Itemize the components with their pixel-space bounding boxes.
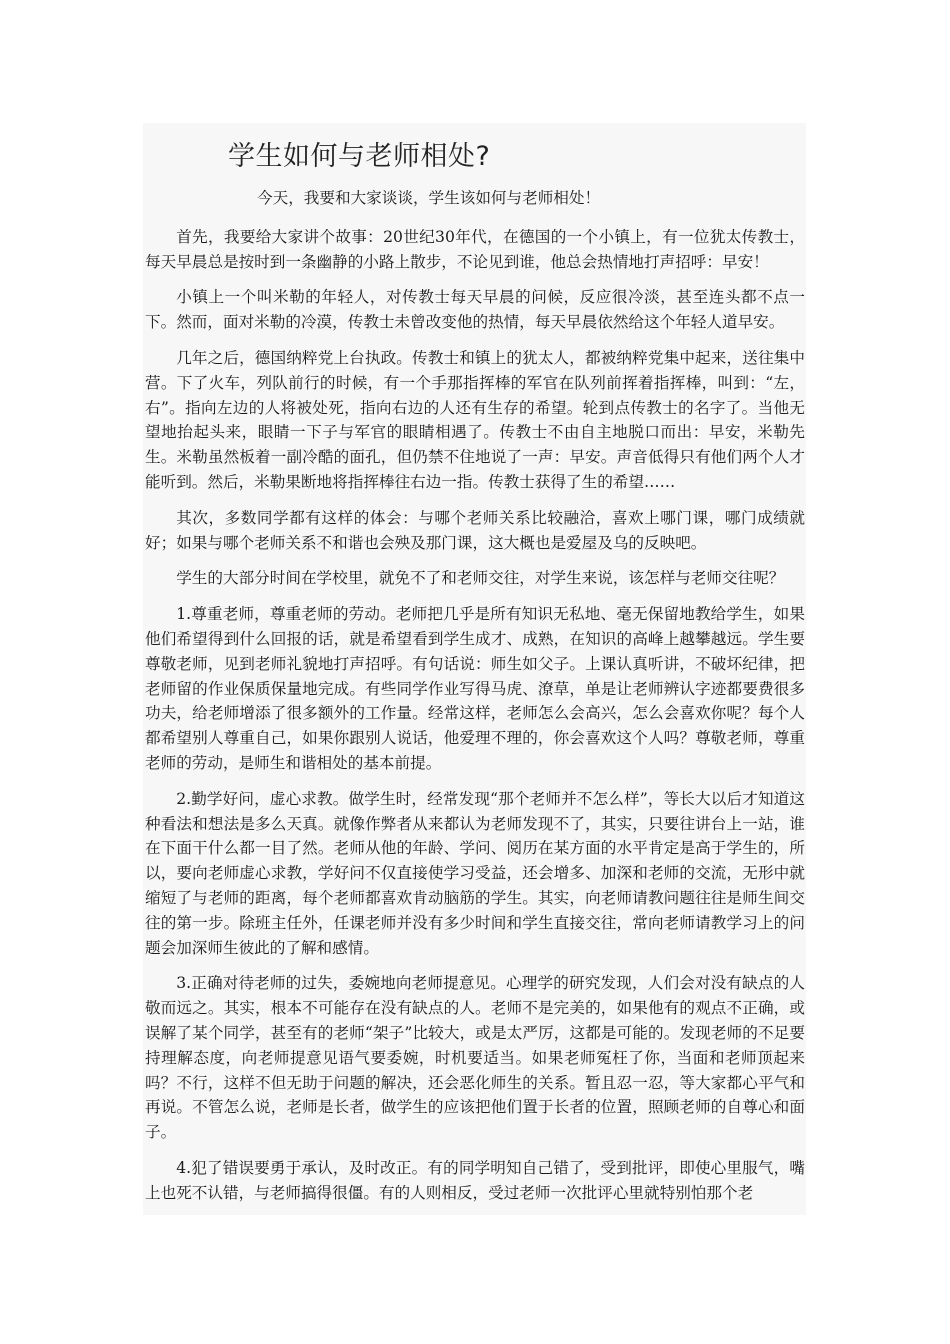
paragraph-story-intro: 首先，我要给大家讲个故事：20世纪30年代，在德国的一个小镇上，有一位犹太传教士，每天早晨总是按时到一条幽静的小路上散步，不论见到谁，他总会热情地打声招呼：早安！: [145, 227, 805, 271]
paragraph-question: 学生的大部分时间在学校里，就免不了和老师交往，对学生来说，该怎样与老师交往呢？: [176, 569, 785, 588]
paragraph-secondly: 其次，多数同学都有这样的体会：与哪个老师关系比较融洽，喜欢上哪门课，哪门成绩就好；如果与哪个老师关系不和谐也会殃及那门课，这大概也是爱屋及乌的反映吧。: [145, 508, 805, 552]
paragraph-point-3: 3.正确对待老师的过失，委婉地向老师提意见。心理学的研究发现，人们会对没有缺点的人敬而远之。其实，根本不可能存在没有缺点的人。老师不是完美的，如果他有的观点不正确，或误解了某个同学，甚至有的老师“架子”比较大，或是太严厉，这都是可能的。发现老师的不足要持理解态度，向老师提意见语气要委婉，时机要适当。如果老师冤枉了你，当面和老师顶起来吗？不行，这样不但无助于问题的解决，还会恶化师生的关系。暂且忍一忍，等大家都心平气和再说。不管怎么说，老师是长者，做学生的应该把他们置于长者的位置，照顾老师的自尊心和面子。: [145, 974, 805, 1142]
paragraph-point-1: 1.尊重老师，尊重老师的劳动。老师把几乎是所有知识无私地、毫无保留地教给学生，如果他们希望得到什么回报的话，就是希望看到学生成才、成熟，在知识的高峰上越攀越远。学生要尊敬老师，见到老师礼貌地打声招呼。有句话说：师生如父子。上课认真听讲，不破坏纪律，把老师留的作业保质保量地完成。有些同学作业写得马虎、潦草，单是让老师辨认字迹都要费很多功夫，给老师增添了很多额外的工作量。经常这样，老师怎么会高兴，怎么会喜欢你呢？每个人都希望别人尊重自己，如果你跟别人说话，他爱理不理的，你会喜欢这个人吗？尊敬老师，尊重老师的劳动，是师生和谐相处的基本前提。: [145, 605, 805, 772]
document-body: [145, 186, 805, 1205]
paragraph-point-4: 4.犯了错误要勇于承认，及时改正。有的同学明知自己错了，受到批评，即使心里服气，嘴上也死不认错，与老师搞得很僵。有的人则相反，受过老师一次批评心里就特别怕那个老: [145, 1158, 805, 1202]
document-title: 学生如何与老师相处?: [228, 141, 491, 172]
intro-paragraph: 今天，我要和大家谈谈，学生该如何与老师相处！: [257, 189, 601, 207]
paragraph-story-camp: 几年之后，德国纳粹党上台执政。传教士和镇上的犹太人，都被纳粹党集中起来，送往集中营。下了火车，列队前行的时候，有一个手那指挥棒的军官在队列前挥着指挥棒，叫到：“左，右”。指向左边的人将被处死，指向右边的人还有生存的希望。轮到点传教士的名字了。当他无望地抬起头来，眼睛一下子与军官的眼睛相遇了。传教士不由自主地脱口而出：早安，米勒先生。米勒虽然板着一副冷酷的面孔，但仍禁不住地说了一声：早安。声音低得只有他们两个人才能听到。然后，米勒果断地将指挥棒往右边一指。传教士获得了生的希望……: [145, 348, 805, 491]
paragraph-point-2: 2.勤学好问，虚心求教。做学生时，经常发现“那个老师并不怎么样”，等长大以后才知道这种看法和想法是多么天真。就像作弊者从来都认为老师发现不了，其实，只要往讲台上一站，谁在下面干什么都一目了然。老师从他的年龄、学问、阅历在某方面的水平肯定是高于学生的，所以，要向老师虚心求教，学好问不仅直接使学习受益，还会增多、加深和老师的交流，无形中就缩短了与老师的距离，每个老师都喜欢肯动脑筋的学生。其实，向老师请教问题往往是师生间交往的第一步。除班主任外，任课老师并没有多少时间和学生直接交往，常向老师请教学习上的问题会加深师生彼此的了解和感情。: [145, 789, 805, 957]
paragraph-story-miller: 小镇上一个叫米勒的年轻人，对传教士每天早晨的问候，反应很冷淡，甚至连头都不点一下。然而，面对米勒的冷漠，传教士未曾改变他的热情，每天早晨依然给这个年轻人道早安。: [145, 288, 805, 332]
